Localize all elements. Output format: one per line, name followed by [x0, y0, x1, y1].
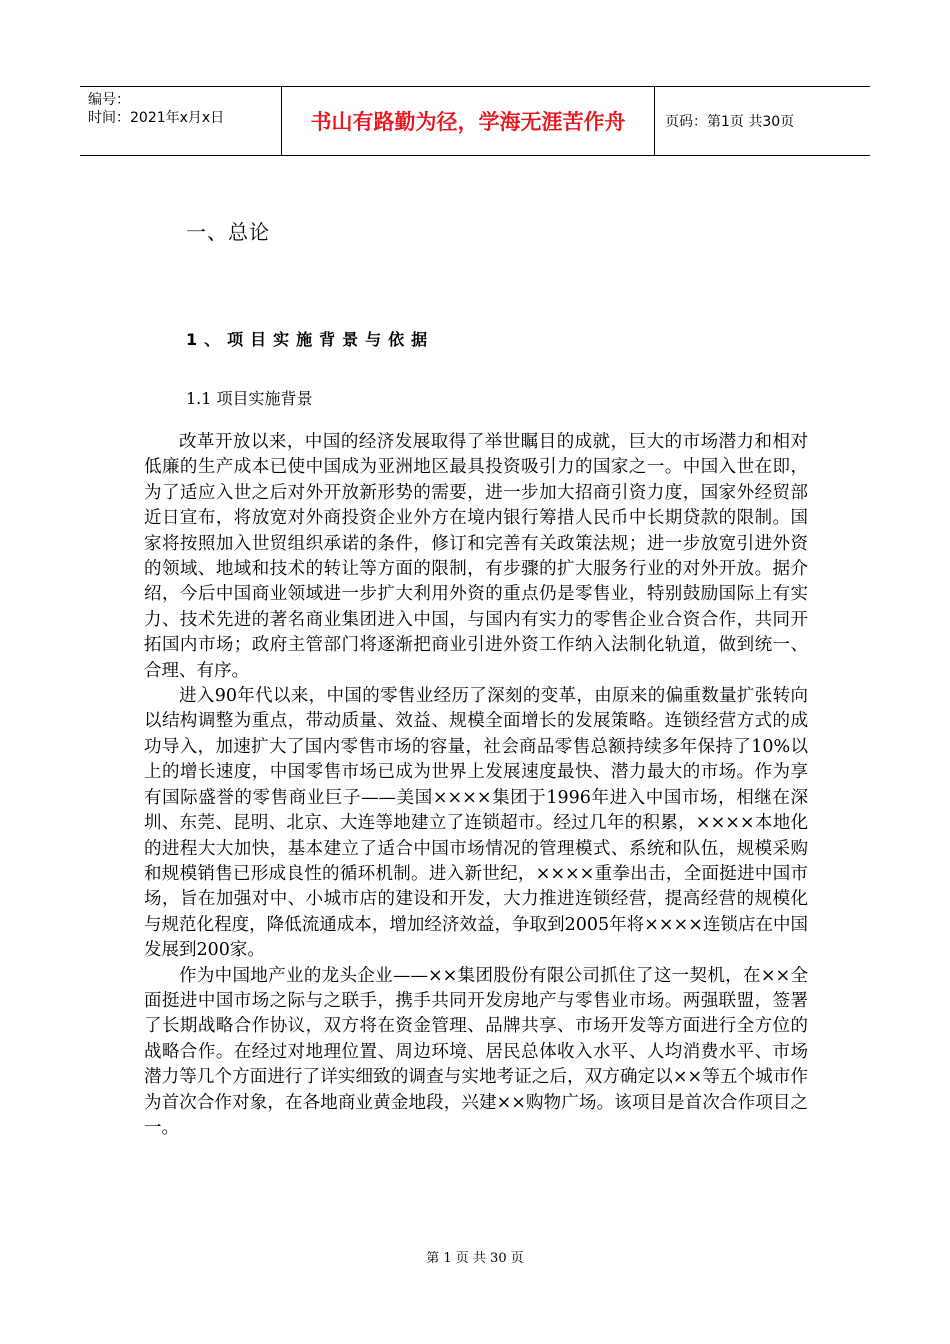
- heading-background: 1.1 项目实施背景: [186, 389, 313, 408]
- doc-number-label: 编号：: [88, 92, 130, 108]
- paragraph: 进入90年代以来，中国的零售业经历了深刻的变革，由原来的偏重数量扩张转向以结构调整为重点，带动质量、效益、规模全面增长的发展策略。连锁经营方式的成功导入，加速扩大了国内零售市场的容量，社会商品零售总额持续多年保持了10%以上的增长速度，中国零售市场已成为世界上发展速度最快、潜力最大的市场。作为享有国际盛誉的零售商业巨子——美国××××集团于1996年进入中国市场，相继在深圳、东莞、昆明、北京、大连等地建立了连锁超市。经过几年的积累，××××本地化的进程大大加快，基本建立了适合中国市场情况的管理模式、系统和队伍，规模采购和规模销售已形成良性的循环机制。进入新世纪，××××重拳出击，全面挺进中国市场，旨在加强对中、小城市店的建设和开发，大力推进连锁经营，提高经营的规模化与规范化程度，降低流通成本，增加经济效益，争取到2005年将××××连锁店在中国发展到200家。: [144, 686, 808, 961]
- heading-general: 一、总论: [186, 220, 270, 244]
- heading-background-basis: 1、项目实施背景与依据: [186, 330, 435, 349]
- time-label: 时间：2021年x月x日: [88, 110, 225, 126]
- paragraph: 改革开放以来，中国的经济发展取得了举世瞩目的成就，巨大的市场潜力和相对低廉的生产成本已使中国成为亚洲地区最具投资吸引力的国家之一。中国入世在即，为了适应入世之后对外开放新形势的需要，进一步加大招商引资力度，国家外经贸部近日宣布，将放宽对外商投资企业外方在境内银行筹措人民币中长期贷款的限制。国家将按照加入世贸组织承诺的条件，修订和完善有关政策法规；进一步放宽引进外资的领域、地域和技术的转让等方面的限制，有步骤的扩大服务行业的对外开放。据介绍，今后中国商业领域进一步扩大利用外资的重点仍是零售业，特别鼓励国际上有实力、技术先进的著名商业集团进入中国，与国内有实力的零售企业合资合作，共同开拓国内市场；政府主管部门将逐渐把商业引进外资工作纳入法制化轨道，做到统一、合理、有序。: [144, 432, 808, 681]
- header-motto: 书山有路勤为径，学海无涯苦作舟: [282, 87, 655, 155]
- page-footer: 第 1 页 共 30 页: [426, 1251, 524, 1266]
- header-meta: [80, 87, 282, 155]
- paragraph: 作为中国地产业的龙头企业——××集团股份有限公司抓住了这一契机，在××全面挺进中国市场之际与之联手，携手共同开发房地产与零售业市场。两强联盟，签署了长期战略合作协议，双方将在资金管理、品牌共享、市场开发等方面进行全方位的战略合作。在经过对地理位置、周边环境、居民总体收入水平、人均消费水平、市场潜力等几个方面进行了详实细致的调查与实地考证之后，双方确定以××等五个城市作为首次合作对象，在各地商业黄金地段，兴建××购物广场。该项目是首次合作项目之一。: [144, 965, 808, 1138]
- page-header: [80, 86, 870, 156]
- body-text: [144, 430, 808, 1141]
- header-page-info: 页码：第1页 共30页: [665, 114, 795, 130]
